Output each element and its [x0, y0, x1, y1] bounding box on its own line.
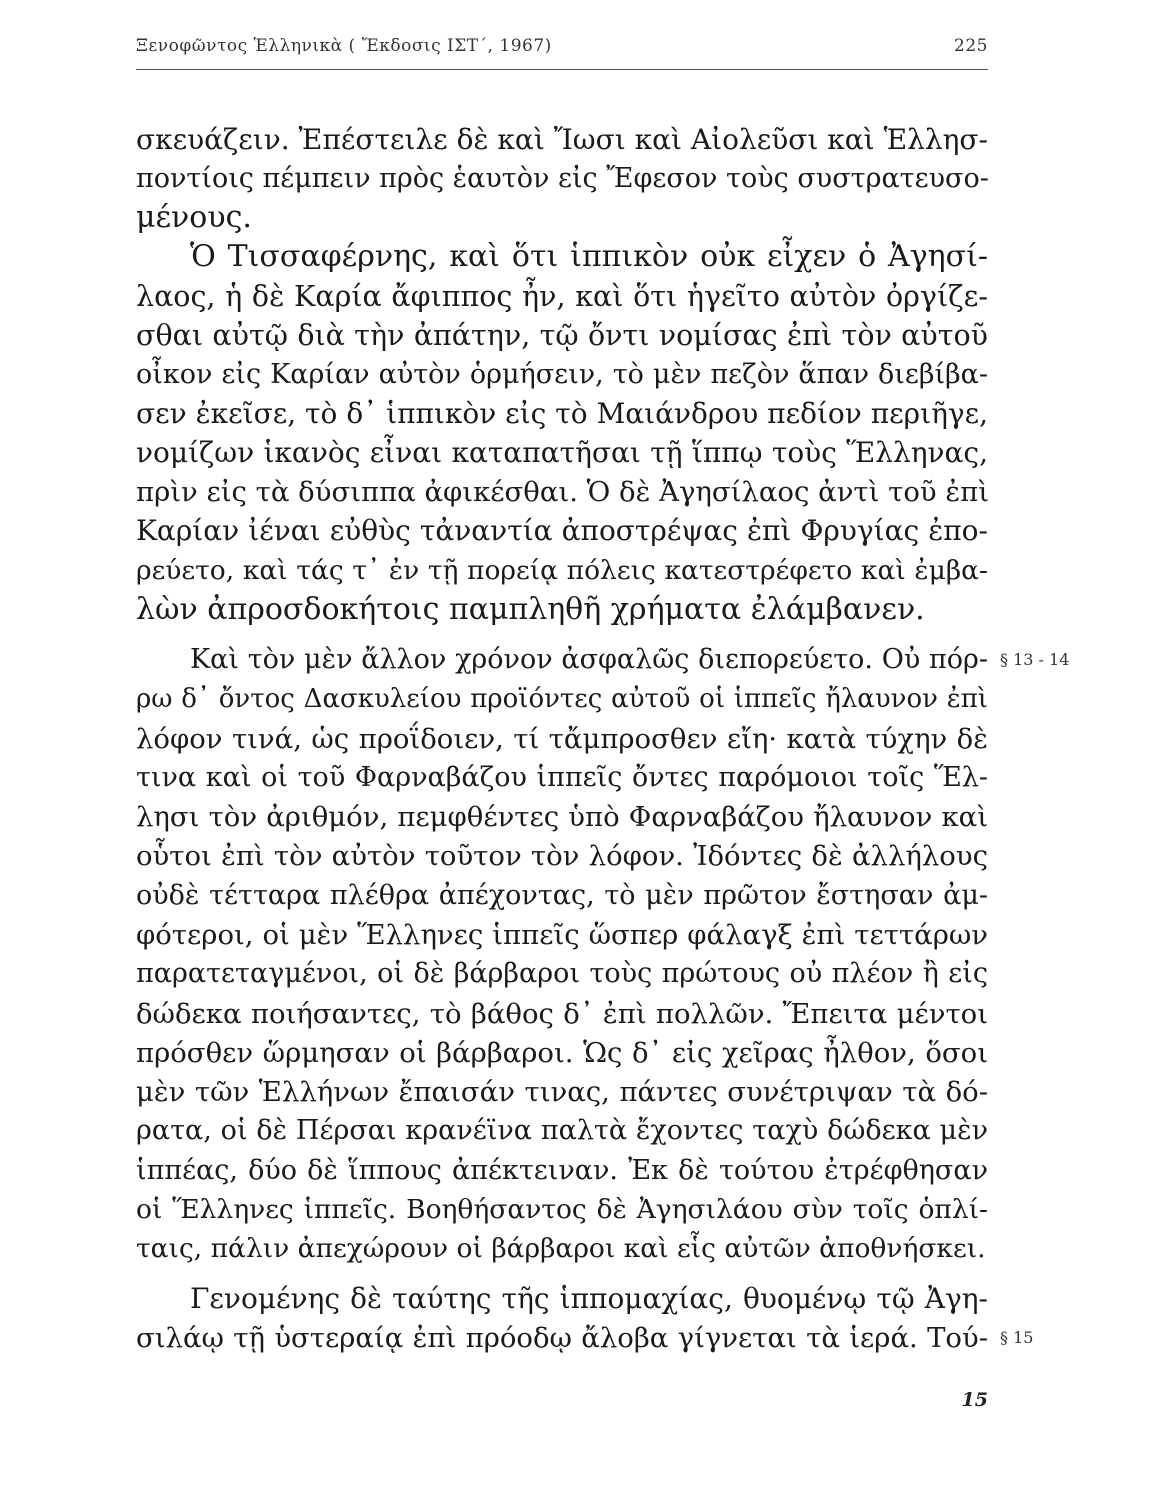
text-line: φότεροι, οἱ μὲν Ἕλληνες ἱππεῖς ὥσπερ φάλαγξ ἐπὶ τεττάρων	[136, 919, 988, 951]
text-line: λαος, ἡ δὲ Καρία ἄφιππος ἦν, καὶ ὅτι ἡγεῖτο αὐτὸν ὀργίζε-	[136, 280, 988, 313]
text-line: δώδεκα ποιήσαντες, τὸ βάθος δ᾽ ἐπὶ πολλῶν. Ἔπειτα μέντοι	[136, 998, 988, 1030]
text-line: οἱ Ἕλληνες ἱππεῖς. Βοηθήσαντος δὲ Ἀγησιλάου σὺν τοῖς ὁπλί-	[136, 1194, 988, 1225]
text-line: ταις, πάλιν ἀπεχώρουν οἱ βάρβαροι καὶ εἷς αὐτῶν ἀποθνήσκει.	[136, 1233, 986, 1264]
text-line: λόφον τινά, ὡς προΐδοιεν, τί τἄμπροσθεν εἴη· κατὰ τύχην δὲ	[136, 723, 988, 755]
running-title: Ξενοφῶντος Ἑλληνικὰ ( Ἔκδοσις ΙΣΤ΄, 1967)	[136, 36, 552, 56]
text-line: σιλάῳ τῇ ὑστεραίᾳ ἐπὶ πρόοδῳ ἄλοβα γίγνεται τὰ ἱερά. Τού-	[136, 1322, 988, 1354]
text-line: ἱππέας, δύο δὲ ἵππους ἀπέκτειναν. Ἐκ δὲ τούτου ἐτρέφθησαν	[136, 1155, 988, 1186]
text-line: λησι τὸν ἀριθμόν, πεμφθέντες ὑπὸ Φαρναβάζου ἤλαυνον καὶ	[136, 801, 988, 833]
text-line: ρεύετο, καὶ τάς τ᾽ ἐν τῇ πορείᾳ πόλεις κατεστρέφετο καὶ ἐμβα-	[136, 555, 988, 586]
text-line: Γενομένης δὲ ταύτης τῆς ἱππομαχίας, θυομένῳ τῷ Ἀγη-	[190, 1282, 988, 1315]
section-marker: § 13 - 14	[1000, 650, 1070, 669]
text-line: ρατα, οἱ δὲ Πέρσαι κρανέϊνα παλτὰ ἔχοντες ταχὺ δώδεκα μὲν	[136, 1115, 988, 1146]
text-line: ποντίοις πέμπειν πρὸς ἑαυτὸν εἰς Ἔφεσον τοὺς συστρατευσο-	[136, 163, 989, 194]
text-line: παρατεταγμένοι, οἱ δὲ βάρβαροι τοὺς πρώτους οὐ πλέον ἢ εἰς	[136, 958, 988, 989]
text-line: πρόσθεν ὥρμησαν οἱ βάρβαροι. Ὡς δ᾽ εἰς χεῖρας ἦλθον, ὅσοι	[136, 1037, 988, 1069]
text-line: τινα καὶ οἱ τοῦ Φαρναβάζου ἱππεῖς ὄντες παρόμοιοι τοῖς Ἕλ-	[136, 762, 988, 793]
section-marker: § 15	[1000, 1328, 1034, 1347]
text-line: σεν ἐκεῖσε, τὸ δ᾽ ἱππικὸν εἰς τὸ Μαιάνδρου πεδίον περιῆγε,	[136, 397, 988, 430]
text-line: μὲν τῶν Ἑλλήνων ἔπαισάν τινας, πάντες συνέτριψαν τὰ δό-	[136, 1076, 988, 1108]
text-line: οἶκον εἰς Καρίαν αὐτὸν ὁρμήσειν, τὸ μὲν πεζὸν ἅπαν διεβίβα-	[136, 359, 988, 390]
text-line: λὼν ἀπροσδοκήτοις παμπληθῆ χρήματα ἐλάμβανεν.	[136, 592, 925, 627]
header-rule	[136, 69, 988, 70]
text-line: πρὶν εἰς τὰ δύσιππα ἀφικέσθαι. Ὁ δὲ Ἀγησίλαος ἀντὶ τοῦ ἐπὶ	[136, 476, 989, 508]
text-line: σκευάζειν. Ἐπέστειλε δὲ καὶ Ἴωσι καὶ Αἰολεῦσι καὶ Ἑλλησ-	[136, 123, 988, 156]
text-line: σθαι αὐτῷ διὰ τὴν ἀπάτην, τῷ ὄντι νομίσας ἐπὶ τὸν αὐτοῦ	[136, 319, 988, 352]
text-line: νομίζων ἱκανὸς εἶναι καταπατῆσαι τῇ ἵππῳ τοὺς Ἕλληνας,	[136, 436, 988, 469]
text-line: Ὁ Τισσαφέρνης, καὶ ὅτι ἱππικὸν οὐκ εἶχεν ὁ Ἀγησί-	[190, 239, 988, 274]
text-line: Καὶ τὸν μὲν ἄλλον χρόνον ἀσφαλῶς διεπορεύετο. Οὐ πόρ-	[190, 644, 988, 675]
text-line: Καρίαν ἰέναι εὐθὺς τἀναντία ἀποστρέψας ἐπὶ Φρυγίας ἐπο-	[136, 514, 988, 547]
text-line: μένους.	[136, 200, 252, 235]
text-line: ρω δ᾽ ὄντος Δασκυλείου προϊόντες αὐτοῦ οἱ ἱππεῖς ἤλαυνον ἐπὶ	[136, 684, 988, 714]
printer-signature: 15	[961, 1389, 988, 1411]
text-line: οὐδὲ τέτταρα πλέθρα ἀπέχοντας, τὸ μὲν πρῶτον ἔστησαν ἀμ-	[136, 880, 988, 911]
running-header	[136, 36, 988, 62]
text-line: οὗτοι ἐπὶ τὸν αὐτὸν τοῦτον τὸν λόφον. Ἰδόντες δὲ ἀλλήλους	[136, 840, 988, 872]
page-number: 225	[954, 36, 988, 56]
